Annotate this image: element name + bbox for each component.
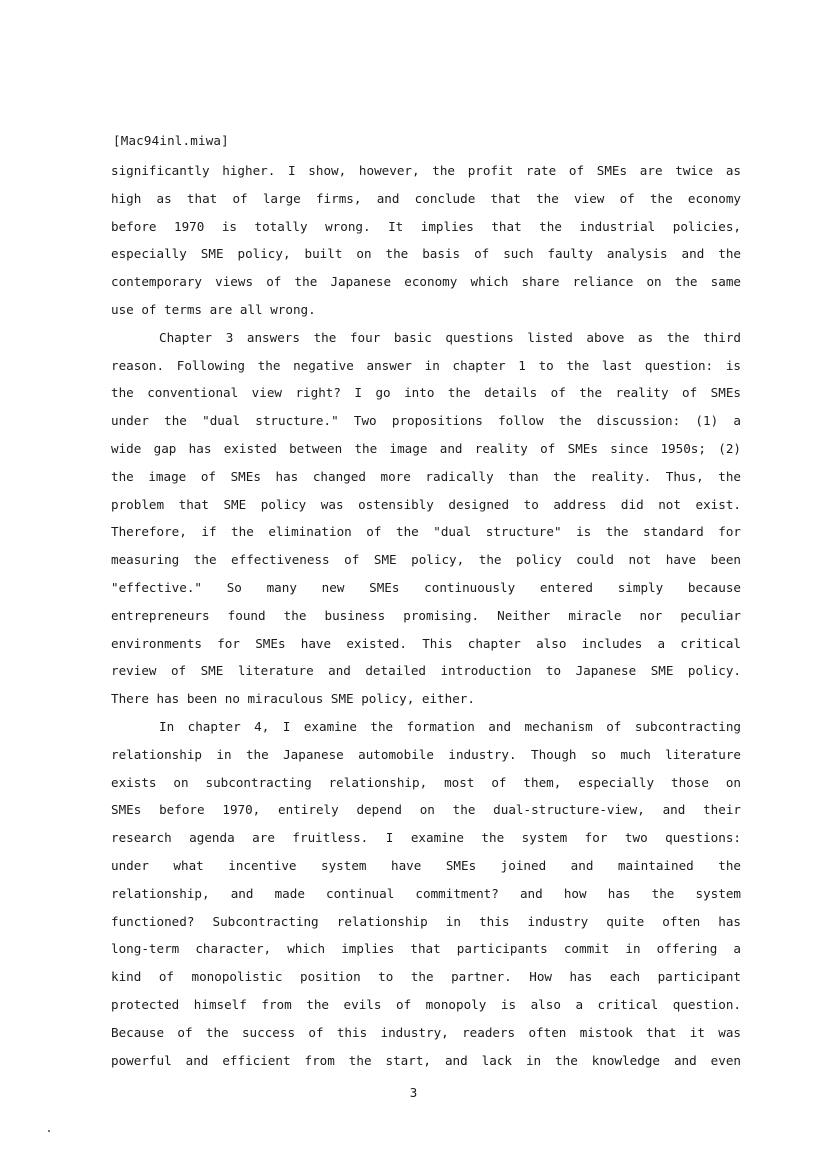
text-line: under the "dual structure." Two propositions follow the discussion: (1) a: [111, 413, 741, 429]
text-line: wide gap has existed between the image and reality of SMEs since 1950s; (2): [111, 440, 741, 456]
text-line: In chapter 4, I examine the formation and mechanism of subcontracting: [159, 718, 741, 734]
text-line: the conventional view right? I go into the details of the reality of SMEs: [111, 385, 741, 401]
text-line: contemporary views of the Japanese economy which share reliance on the same: [111, 274, 741, 290]
text-line: under what incentive system have SMEs joined and maintained the: [111, 857, 741, 873]
paragraph: [111, 324, 741, 713]
scan-speck: [48, 1130, 50, 1132]
text-line: environments for SMEs have existed. This chapter also includes a critical: [111, 635, 741, 651]
text-line: exists on subcontracting relationship, most of them, especially those on: [111, 774, 741, 790]
text-line: relationship in the Japanese automobile industry. Though so much literature: [111, 746, 741, 762]
text-line: especially SME policy, built on the basis of such faulty analysis and the: [111, 246, 741, 262]
text-line: entrepreneurs found the business promising. Neither miracle nor peculiar: [111, 607, 741, 623]
text-line: the image of SMEs has changed more radically than the reality. Thus, the: [111, 468, 741, 484]
text-line: There has been no miraculous SME policy, either.: [111, 691, 475, 707]
text-line: Chapter 3 answers the four basic questions listed above as the third: [159, 329, 741, 345]
text-line: significantly higher. I show, however, the profit rate of SMEs are twice as: [111, 163, 741, 178]
text-line: reason. Following the negative answer in chapter 1 to the last question: is: [111, 357, 741, 373]
paragraph: [111, 157, 741, 324]
text-line: relationship, and made continual commitment? and how has the system: [111, 885, 741, 901]
text-line: Therefore, if the elimination of the "dual structure" is the standard for: [111, 524, 741, 540]
text-line: functioned? Subcontracting relationship in this industry quite often has: [111, 913, 741, 929]
text-line: kind of monopolistic position to the partner. How has each participant: [111, 969, 741, 985]
text-line: SMEs before 1970, entirely depend on the dual-structure-view, and their: [111, 802, 741, 818]
page-number: 3: [409, 1085, 418, 1100]
text-line: review of SME literature and detailed introduction to Japanese SME policy.: [111, 663, 741, 679]
text-line: use of terms are all wrong.: [111, 301, 316, 317]
file-reference-header: [Mac94inl.miwa]: [113, 133, 229, 148]
text-line: long-term character, which implies that participants commit in offering a: [111, 941, 741, 957]
text-line: high as that of large firms, and conclude that the view of the economy: [111, 190, 741, 206]
text-line: "effective." So many new SMEs continuously entered simply because: [111, 579, 741, 595]
paragraph: [111, 713, 741, 1074]
text-line: research agenda are fruitless. I examine the system for two questions:: [111, 830, 741, 846]
text-line: protected himself from the evils of monopoly is also a critical question.: [111, 996, 741, 1012]
text-line: Because of the success of this industry, readers often mistook that it was: [111, 1024, 741, 1040]
text-line: problem that SME policy was ostensibly designed to address did not exist.: [111, 496, 741, 512]
body-text: [111, 157, 741, 1074]
text-line: before 1970 is totally wrong. It implies that the industrial policies,: [111, 218, 741, 234]
text-line: powerful and efficient from the start, and lack in the knowledge and even: [111, 1052, 741, 1068]
text-line: measuring the effectiveness of SME policy, the policy could not have been: [111, 552, 741, 568]
